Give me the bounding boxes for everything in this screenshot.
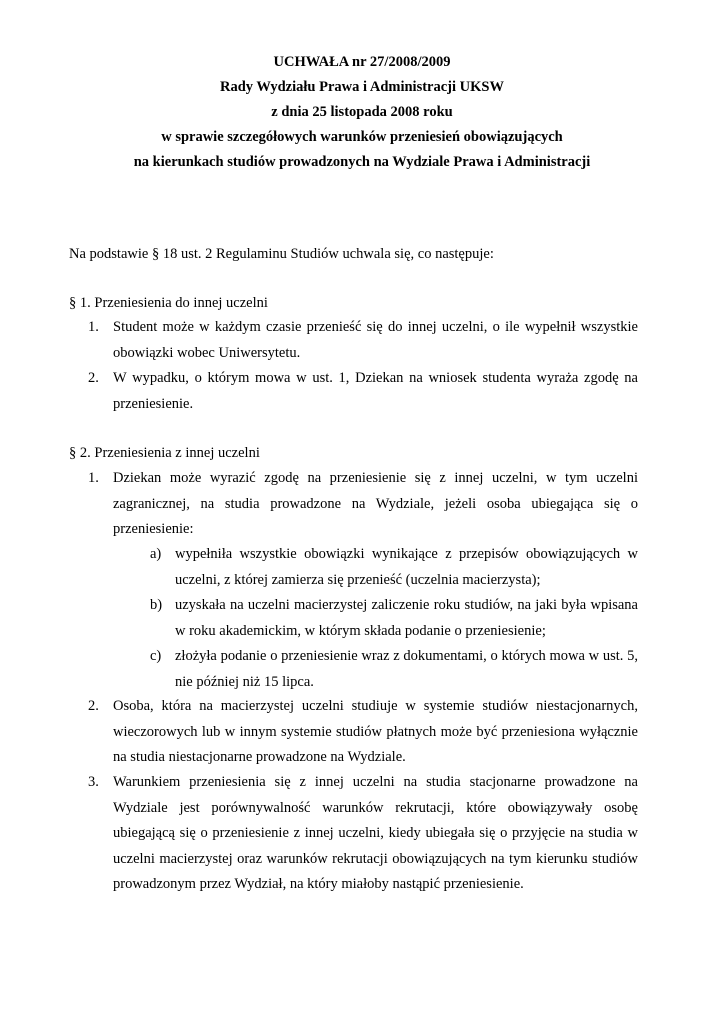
title-line-council: Rady Wydziału Prawa i Administracji UKSW (220, 79, 504, 95)
item-number: 1. (88, 470, 99, 486)
section-2-item-3 (88, 770, 638, 898)
section-2-item-1-subitem-b (150, 593, 638, 644)
resolution-title (60, 50, 664, 175)
item-number: 3. (88, 774, 99, 790)
item-text: Warunkiem przeniesienia się z innej uczelni na studia stacjonarne prowadzone na Wydziale jest porównywalność warunków rekrutacji, które obowiązywały osobę ubiegającą się o przeniesienie z innej uczelni, kiedy ubiegała się o przyjęcie na studia w uczelni macierzystej oraz warunków rekrutacji obowiązujących na tym kierunku studiów prowadzonym przez Wydział, na który miałoby nastąpić przeniesienie. (113, 774, 638, 892)
subitem-letter: c) (150, 648, 162, 664)
section-2-item-2 (88, 694, 638, 771)
section-2-heading: § 2. Przeniesienia z innej uczelni (69, 445, 260, 461)
section-2-item-1 (88, 466, 638, 543)
title-line-date: z dnia 25 listopada 2008 roku (271, 104, 453, 120)
subitem-text: złożyła podanie o przeniesienie wraz z dokumentami, o których mowa w ust. 5, nie później niż 15 lipca. (175, 648, 638, 690)
title-line-subject-cont: na kierunkach studiów prowadzonych na Wydziale Prawa i Administracji (133, 154, 591, 170)
subitem-text: wypełniła wszystkie obowiązki wynikające z przepisów obowiązujących w uczelni, z której zamierza się przenieść (uczelnia macierzysta); (175, 546, 638, 588)
title-line-number: UCHWAŁA nr 27/2008/2009 (273, 54, 451, 70)
section-2-item-1-subitem-c (150, 644, 638, 695)
subitem-letter: a) (150, 546, 162, 562)
subitem-text: uzyskała na uczelni macierzystej zaliczenie roku studiów, na jaki była wpisana w roku akademickim, w którym składa podanie o przeniesienie; (175, 597, 638, 639)
item-text: Student może w każdym czasie przenieść się do innej uczelni, o ile wypełnił wszystkie obowiązki wobec Uniwersytetu. (113, 319, 638, 361)
item-number: 2. (88, 698, 99, 714)
item-text: W wypadku, o którym mowa w ust. 1, Dziekan na wniosek studenta wyraża zgodę na przeniesienie. (113, 370, 638, 412)
section-1-heading: § 1. Przeniesienia do innej uczelni (69, 295, 268, 311)
subitem-letter: b) (150, 597, 163, 613)
section-1-item-2 (88, 366, 638, 417)
item-text: Osoba, która na macierzystej uczelni studiuje w systemie studiów niestacjonarnych, wieczorowych lub w innym systemie studiów płatnych może być przeniesiona wyłącznie na studia niestacjonarne prowadzone na Wydziale. (113, 698, 638, 765)
section-1-item-1 (88, 315, 638, 366)
title-line-subject: w sprawie szczegółowych warunków przeniesień obowiązujących (161, 129, 563, 145)
intro-paragraph: Na podstawie § 18 ust. 2 Regulaminu Studiów uchwala się, co następuje: (69, 246, 494, 262)
item-number: 1. (88, 319, 99, 335)
item-number: 2. (88, 370, 99, 386)
section-2-item-1-subitem-a (150, 542, 638, 593)
item-text: Dziekan może wyrazić zgodę na przeniesienie się z innej uczelni, w tym uczelni zagranicznej, na studia prowadzone na Wydziale, jeżeli osoba ubiegająca się o przeniesienie: (113, 470, 638, 537)
